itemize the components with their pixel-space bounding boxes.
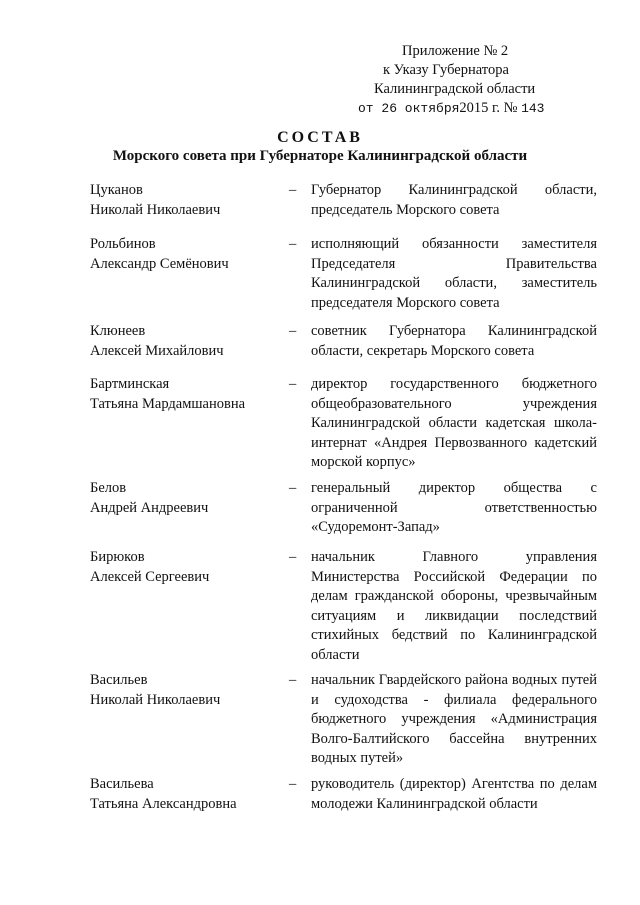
member-surname: Клюнеев [90,323,146,339]
member-dash: – [289,672,297,688]
member-dash: – [289,182,297,198]
member-surname: Бартминская [90,376,170,392]
annex-line-2: к Указу Губернатора [383,62,509,78]
member-name [90,181,280,220]
annex-line-3: Калининградской области [374,81,536,97]
member-dash: – [289,549,297,565]
member-name [90,235,280,274]
member-role: исполняющий обязанности заместителя Председателя Правительства Калининградской области, заместитель председателя Морского совета [311,236,597,311]
member-dash: – [289,376,297,392]
member-surname: Белов [90,480,127,496]
annex-date-year: 2015 г. № [459,100,518,116]
document-heading: СОСТАВ [277,129,363,146]
member-dash: – [289,323,297,339]
member-role: начальник Гвардейского района водных путей и судоходства - филиала федерального бюджетного учреждения «Администрация Волго-Балтийского бассейна внутренних водных путей» [311,672,597,766]
member-role: начальник Главного управления Министерства Российской Федерации по делам гражданской обороны, чрезвычайным ситуациям и ликвидации последствий стихийных бедствий по Калининградской области [311,549,597,663]
member-name [90,671,280,710]
annex-number: 143 [521,101,545,116]
annex-date-prefix: от 26 октября [358,101,460,116]
member-role: руководитель (директор) Агентства по делам молодежи Калининградской области [311,776,597,812]
member-given-name: Алексей Михайлович [90,342,224,359]
member-role: генеральный директор общества с ограниченной ответственностью «Судоремонт-Запад» [311,480,597,535]
member-name [90,479,280,518]
member-given-name: Николай Николаевич [90,201,221,218]
member-given-name: Татьяна Мардамшановна [90,395,246,412]
member-given-name: Алексей Сергеевич [90,568,210,585]
annex-header [358,42,578,118]
annex-line-1: Приложение № 2 [402,43,509,59]
member-name [90,775,280,814]
member-given-name: Андрей Андреевич [90,499,209,516]
member-surname: Васильева [90,776,154,792]
member-dash: – [289,480,297,496]
member-given-name: Татьяна Александровна [90,795,237,812]
member-surname: Рольбинов [90,236,156,252]
member-dash: – [289,776,297,792]
member-surname: Васильев [90,672,148,688]
member-name [90,375,280,414]
member-role: советник Губернатора Калининградской области, секретарь Морского совета [311,323,597,359]
member-role: директор государственного бюджетного общеобразовательного учреждения Калининградской области кадетская школа-интернат «Андрея Первозванного кадетский морской корпус» [311,376,597,470]
member-name [90,322,280,361]
document-subheading: Морского совета при Губернаторе Калининградской области [112,148,528,164]
member-given-name: Александр Семёнович [90,255,229,272]
member-name [90,548,280,587]
member-surname: Бирюков [90,549,145,565]
member-surname: Цуканов [90,182,143,198]
member-given-name: Николай Николаевич [90,691,221,708]
annex-date-line [358,99,578,118]
member-role: Губернатор Калининградской области, председатель Морского совета [311,182,597,218]
member-dash: – [289,236,297,252]
